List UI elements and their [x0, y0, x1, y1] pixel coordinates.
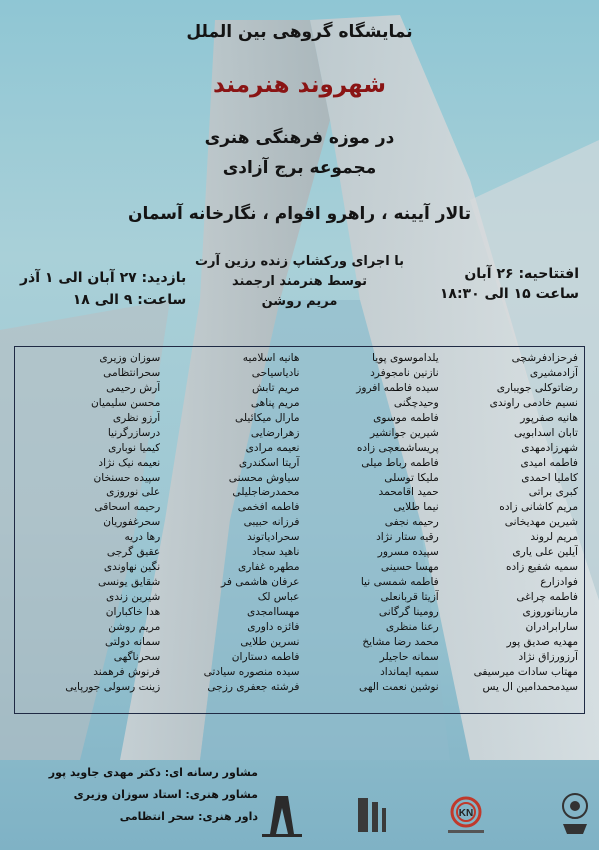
artist-name: شهرزادمهدی [521, 441, 578, 454]
artist-name: درسازرگرنیا [107, 426, 161, 439]
artist-name: نگین نهاوندی [103, 561, 161, 574]
artist-name: رومینا گرگانی [378, 605, 439, 618]
artist-name: فرنوش فرهمند [93, 665, 161, 678]
artist-name: مریم پناهی [250, 396, 300, 409]
artist-name: مارینانوروزی [522, 605, 578, 618]
artist-name: سوزان وزیری [99, 352, 161, 364]
artist-name: محسن سلیمیان [90, 396, 161, 409]
artist-name: فاطمه دستاران [231, 650, 300, 663]
artist-name: فاطمه شمسی نیا [360, 576, 439, 589]
artist-name: پریساشمعچی زاده [356, 441, 439, 454]
artist-name: فرحزادفرشچی [511, 352, 578, 364]
exhibition-name: شهروند هنرمند [213, 72, 386, 98]
artist-name: رعنا منظری [385, 620, 439, 633]
artist-name: سمانه دولتی [104, 635, 161, 648]
artist-name: آرش رحیمی [106, 381, 161, 394]
artist-name: مهسا حسینی [380, 561, 439, 574]
opening-date: افتتاحیه: ۲۶ آبان [464, 266, 579, 282]
artist-name: نیما طلایی [393, 501, 439, 514]
art-advisor: مشاور هنری: استاد سوزان وزیری [73, 788, 258, 801]
artist-name: محمدرضاجلیلی [232, 486, 300, 499]
artist-name: آرزو نظری [112, 411, 161, 424]
artist-name: رحیمه نجفی [384, 516, 439, 529]
artist-name: سارابرادران [525, 620, 578, 633]
artist-name: مهتاب سادات میرسیفی [473, 665, 578, 678]
artist-name: سیده فاطمه افروز [356, 381, 439, 394]
exhibition-title: نمایشگاه گروهی بین الملل [186, 22, 413, 42]
artist-name: عرفان هاشمی فر [220, 576, 300, 589]
news-agency-logo-text: KN [458, 808, 474, 819]
artist-name: فاطمه امیدی [520, 456, 578, 469]
artist-name: رقیه ستار نژاد [376, 531, 439, 544]
artist-name: مریم تابش [251, 381, 300, 394]
artist-name: سحرادیاتوند [247, 531, 300, 544]
credits [8, 762, 258, 828]
artist-name: نسیم خادمی راوندی [489, 396, 578, 409]
artist-name: سحرناگهی [113, 650, 161, 663]
artist-name: سیاوش محسنی [228, 471, 300, 484]
artist-name: شقایق یونسی [97, 576, 161, 589]
artist-name: فوادزارع [540, 576, 578, 589]
artist-name: فاطمه موسوی [373, 411, 439, 424]
museum-logo-icon [258, 790, 306, 838]
artist-name: سپیده مسرور [377, 546, 439, 559]
artist-name: یلداموسوی پویا [372, 352, 439, 364]
artist-name: مهساامجدی [246, 605, 300, 618]
artist-name: سمانه حاجیلر [379, 650, 439, 663]
artist-name: شیرین زندی [106, 591, 161, 603]
organization-logo-icon [556, 790, 594, 836]
artist-name: سحرغفوریان [103, 516, 161, 529]
artist-name: سمیه ایمانداد [380, 665, 439, 678]
artist-name: فاطمه رباط میلی [361, 456, 439, 469]
workshop-artist: مریم روشن [261, 294, 338, 309]
artist-name: هدا خاکباران [105, 605, 161, 618]
artist-name: فاطمه افخمی [237, 501, 300, 514]
artist-name: نعیمه مرادی [245, 441, 300, 454]
artist-name: وحیدچگنی [393, 396, 439, 409]
artist-name: محمد رضا مشایخ [362, 635, 439, 648]
visit-info [20, 270, 186, 308]
artist-name: عباس لک [257, 591, 300, 603]
artist-name: سپیده حسنخان [93, 471, 161, 484]
artist-name: آرزورزاق نژاد [518, 650, 578, 663]
workshop-line-2: توسط هنرمند ارجمند [232, 274, 367, 289]
halls-line: تالار آیینه ، راهرو اقوام ، نگارخانه آسمان [127, 204, 471, 224]
artist-name: مریم لروند [530, 531, 578, 544]
artist-name: مطهره غفاری [237, 561, 300, 574]
artist-name: رحیمه اسحاقی [94, 501, 161, 514]
artist-name: سحرانتظامی [103, 366, 161, 379]
artist-name: علی نوروزی [106, 486, 161, 499]
artist-name: شیرین مهدیخانی [504, 516, 578, 529]
artist-name: فرشته جعفری رزجی [207, 680, 300, 693]
artist-list-frame [14, 346, 585, 714]
art-jury: داور هنری: سحر انتظامی [119, 810, 258, 823]
artist-column-1 [439, 351, 578, 713]
artist-name: نسرین طلایی [240, 635, 300, 648]
artist-name: زهرارضایی [250, 426, 300, 439]
workshop-line-1: با اجرای ورکشاپ زنده رزین آرت [194, 254, 405, 269]
gallery-logo-icon [352, 792, 400, 838]
artist-name: کیمیا نوباری [108, 441, 161, 454]
artist-name: هانیه اسلامیه [242, 352, 300, 364]
opening-time: ساعت ۱۵ الی ۱۸:۳۰ [439, 286, 579, 302]
artist-name: فرزانه حبیبی [243, 516, 300, 529]
artist-name: ملیکا توسلی [384, 471, 439, 484]
artist-name: ناهید سجاد [251, 546, 300, 559]
artist-name: آیلین علی یاری [512, 546, 578, 559]
news-agency-logo-icon [440, 792, 492, 838]
venue-line-1: در موزه فرهنگی هنری [204, 128, 395, 148]
visit-time: ساعت: ۹ الی ۱۸ [72, 292, 187, 308]
artist-name: فاطمه چراغی [516, 591, 578, 603]
artist-name: نازنین نامجوفرد [370, 366, 439, 379]
artist-name: نوشین نعمت الهی [358, 680, 439, 693]
artist-name: حمید اقامحمد [378, 486, 439, 499]
artist-name: شیرین جوانشیر [370, 426, 439, 439]
artist-name: سیده منصوره سیادتی [203, 665, 300, 678]
artist-name: رضاتوکلی جویباری [496, 381, 578, 394]
artist-name: مریم کاشانی زاده [499, 501, 578, 514]
artist-name: سیدمحمدامین ال یس [482, 680, 578, 693]
artist-name: فائزه داوری [247, 620, 300, 633]
venue-line-2: مجموعه برج آزادی [222, 158, 377, 178]
artist-column-2 [300, 351, 439, 713]
artist-name: رها دریه [124, 531, 161, 544]
artist-name: مهدیه صدیق پور [506, 635, 578, 648]
artist-name: تابان اسدابویی [513, 426, 578, 439]
artist-name: نادیاسیاحی [251, 366, 300, 379]
visit-date: بازدید: ۲۷ آبان الی ۱ آذر [20, 270, 187, 286]
artist-name: کاملیا احمدی [521, 471, 578, 484]
artist-name: سمیه شفیع زاده [505, 561, 578, 574]
artist-name: نعیمه نیک نژاد [98, 456, 161, 469]
artist-name: کبری براتی [528, 486, 578, 499]
artist-column-4 [21, 351, 160, 713]
artist-name: مارال میکائیلی [235, 411, 300, 424]
media-advisor: مشاور رسانه ای: دکتر مهدی جاوید پور [48, 766, 258, 779]
artist-name: زینت رسولی جورپایی [65, 680, 161, 693]
artist-name: آزیتا قربانعلی [380, 591, 439, 603]
artist-column-3 [160, 351, 299, 713]
artist-name: آزادمشیری [529, 366, 578, 379]
artist-name: هانیه صفرپور [520, 411, 578, 424]
artist-name: عقیق گرجی [106, 546, 161, 559]
artist-name: آریتا اسکندری [238, 456, 300, 469]
artist-name: مریم روشن [108, 620, 161, 633]
